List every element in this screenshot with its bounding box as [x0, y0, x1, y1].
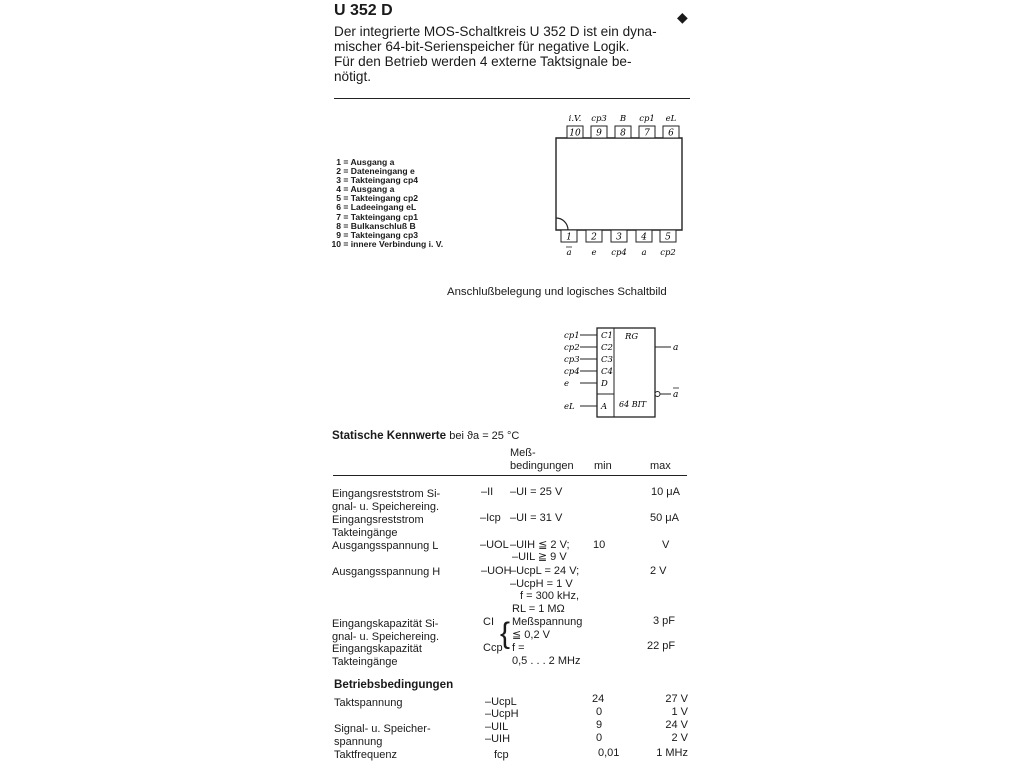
pin-number: 9	[596, 128, 602, 139]
table-row: Eingangskapazität Si- gnal- u. Speichereing.	[332, 618, 440, 643]
pin-number: 7	[644, 128, 650, 139]
pin-list-item: 9 = Takteingang cp3	[336, 229, 418, 240]
symbol: CI	[483, 616, 494, 628]
block-label: RG	[625, 332, 639, 342]
pin-list-item: 4 = Ausgang a	[336, 184, 395, 195]
block-label: 64 BIT	[619, 400, 647, 409]
table-row: Signal- u. Speicher- spannung	[334, 723, 431, 748]
pin-number: 2	[591, 232, 597, 243]
condition: –UIH ≦ 2 V; –UIL ≧ 9 V	[510, 539, 570, 563]
table-row: Eingangsreststrom Si- gnal- u. Speichereing.	[332, 488, 441, 513]
cell-label: C2	[601, 343, 613, 353]
intro-paragraph	[334, 24, 694, 84]
symbol: –UIL –UIH	[485, 721, 511, 745]
pin-number: 10	[569, 128, 581, 139]
pin-number: 8	[620, 128, 626, 139]
input-label: e	[564, 379, 570, 389]
brace-icon: {	[500, 617, 511, 650]
intro-line: Für den Betrieb werden 4 externe Taktsignale be-	[334, 54, 632, 69]
pin-label: a	[566, 248, 572, 258]
pin-label: cp4	[611, 248, 627, 258]
pin-label: cp2	[660, 248, 676, 258]
col-header-min: min	[594, 460, 612, 472]
pin-number: 4	[641, 232, 647, 243]
pin-list-item: 2 = Dateneingang e	[336, 166, 415, 177]
pin-number: 5	[665, 232, 671, 243]
cell-label: C1	[601, 331, 613, 341]
pin-number: 3	[616, 232, 622, 243]
cell-label: C3	[601, 355, 613, 365]
max-value: V	[662, 539, 670, 551]
condition: –UcpL = 24 V; –UcpH = 1 V f = 300 kHz, RL = 1 MΩ	[510, 565, 580, 615]
condition: Meßspannung ≦ 0,2 V	[512, 616, 583, 641]
max-value: 22 pF	[647, 640, 676, 652]
max-value: 24 V 2 V	[665, 719, 688, 744]
input-label: cp4	[564, 367, 580, 377]
logic-symbol-diagram	[556, 322, 686, 422]
page-title: U 352 D	[334, 2, 393, 19]
pin-label: cp1	[639, 114, 655, 124]
intro-line: nötigt.	[334, 69, 372, 84]
diamond-marker-icon: ◆	[677, 9, 688, 25]
input-label: cp2	[564, 343, 580, 353]
min-value: 24 0	[592, 693, 605, 718]
package-body	[556, 138, 682, 230]
symbol: –Icp	[480, 512, 501, 524]
table-row: Eingangskapazität Takteingänge	[332, 643, 422, 668]
operating-heading: Betriebsbedingungen	[334, 678, 454, 691]
static-heading: Statische Kennwerte bei ϑa = 25 °C	[332, 429, 520, 442]
pin-label: eL	[665, 114, 677, 124]
symbol: –II	[481, 486, 494, 498]
max-value: 50 μA	[650, 512, 679, 524]
condition: –UI = 25 V	[510, 486, 563, 498]
pin-number: 6	[668, 128, 674, 139]
symbol: –UOL	[480, 539, 509, 551]
cell-label: C4	[601, 367, 613, 377]
pin-list-item: 1 = Ausgang a	[336, 157, 395, 167]
table-row: Eingangsreststrom Takteingänge	[332, 514, 424, 539]
intro-line: mischer 64-bit-Serienspeicher für negative Logik.	[334, 39, 630, 54]
pin-list-item: 5 = Takteingang cp2	[336, 193, 418, 204]
symbol: Ccp	[483, 642, 503, 654]
top-pins	[567, 114, 679, 139]
input-label: eL	[564, 402, 575, 412]
condition: –UI = 31 V	[510, 512, 563, 524]
pin-label: B	[619, 114, 627, 124]
cell-label: A	[601, 402, 608, 412]
max-value: 10 μA	[651, 486, 680, 498]
pin-list-item: 8 = Bulkanschluß B	[336, 220, 416, 231]
input-label: cp1	[564, 331, 580, 341]
min-value: 9 0	[596, 719, 603, 744]
table-row: Taktfrequenz	[334, 749, 397, 761]
intro-line: Der integrierte MOS-Schaltkreis U 352 D ist ein dyna-	[334, 24, 657, 39]
package-pinout-diagram	[540, 108, 700, 263]
pin-label: e	[591, 248, 597, 258]
symbol: –UcpL –UcpH	[485, 696, 519, 720]
max-value: 1 MHz	[656, 747, 688, 759]
pin-list-item: 10 = innere Verbindung i. V.	[331, 238, 444, 249]
inverter-bubble-icon	[655, 392, 660, 397]
figure-caption: Anschlußbelegung und logisches Schaltbild	[447, 286, 667, 298]
table-divider	[333, 475, 687, 476]
output-label: a	[673, 343, 679, 353]
condition: f = 0,5 . . . 2 MHz	[512, 642, 581, 667]
table-row: Ausgangsspannung H	[332, 566, 441, 578]
bottom-pins	[561, 230, 676, 258]
pin-list-item: 7 = Takteingang cp1	[336, 211, 418, 222]
pin-list-item: 3 = Takteingang cp4	[336, 175, 418, 186]
symbol: fcp	[494, 749, 509, 761]
table-row: Taktspannung	[334, 697, 403, 709]
pin-number: 1	[566, 232, 572, 243]
max-value: 3 pF	[653, 615, 676, 627]
min-value: 0,01	[598, 747, 620, 759]
pin-label: a	[641, 248, 647, 258]
col-header-max: max	[650, 460, 671, 472]
max-value: 2 V	[650, 565, 667, 577]
input-label: cp3	[564, 355, 580, 365]
table-row: Ausgangsspannung L	[332, 540, 439, 552]
col-header-conditions: Meß- bedingungen	[510, 447, 574, 472]
min-value: 10	[593, 539, 606, 551]
section-divider	[334, 98, 690, 99]
max-value: 27 V 1 V	[665, 693, 688, 718]
symbol: –UOH	[481, 565, 512, 577]
pin-list-item: 6 = Ladeeingang eL	[336, 202, 417, 213]
pin1-notch-icon	[556, 218, 568, 230]
cell-label: D	[601, 379, 608, 389]
pin-label: cp3	[591, 114, 607, 124]
output-label: a	[673, 390, 679, 400]
pin-label: i.V.	[568, 114, 582, 124]
pin-assignment-list	[330, 158, 443, 249]
